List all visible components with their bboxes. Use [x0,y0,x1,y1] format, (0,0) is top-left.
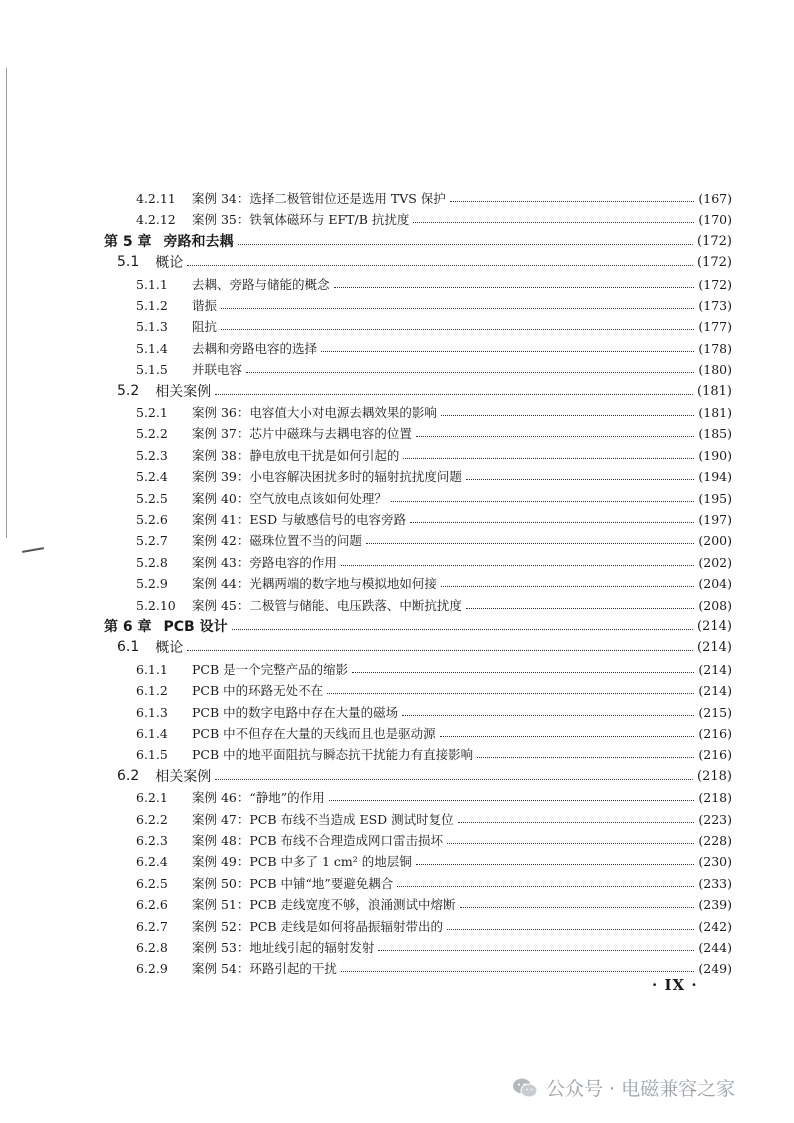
toc-page-number: (215) [698,704,732,720]
toc-title: PCB 中不但存在大量的天线而且也是驱动源 [192,726,436,741]
toc-number: 6.1.2 [136,682,168,698]
toc-page-number: (242) [698,918,732,934]
toc-page-number: (214) [697,639,732,655]
dot-leader [232,628,693,630]
toc-title: 谐振 [192,298,218,313]
toc-number: 6.2.9 [136,960,168,976]
toc-entry [136,702,732,722]
toc-page-number: (180) [698,361,732,377]
toc-page-number: (170) [698,211,732,227]
dot-leader [466,607,694,609]
toc-title: 案例 50：PCB 中铺“地”要避免耦合 [192,876,394,891]
toc-page-number: (214) [697,618,732,634]
toc-number: 5.1.4 [136,340,168,356]
toc-page-number: (190) [698,447,732,463]
toc-number: 6.1.3 [136,704,168,720]
toc-entry [136,787,732,807]
toc-number: 6.2.1 [136,789,168,805]
toc-number: 5.2.3 [136,447,168,463]
toc-entry [136,359,732,379]
toc-number: 5.2.4 [136,468,168,484]
page-folio: · IX · [652,976,698,994]
toc-title: 案例 52：PCB 走线是如何将晶振辐射带出的 [192,919,444,934]
toc-page-number: (244) [698,939,732,955]
toc-number: 5.2.7 [136,532,168,548]
toc-entry [136,830,732,850]
toc-title: 案例 53：地址线引起的辐射发射 [192,940,375,955]
toc-entry [136,509,732,529]
dot-leader [334,286,695,288]
dot-leader [341,970,694,972]
toc-entry [104,231,732,251]
dot-leader [413,221,694,223]
toc-number: 4.2.12 [136,211,176,227]
toc-title: 旁路和去耦 [163,234,234,250]
dot-leader [238,243,694,245]
scan-artifact-mark [22,547,44,553]
dot-leader [477,756,694,758]
dot-leader [187,264,693,266]
toc-title: 案例 47：PCB 布线不当造成 ESD 测试时复位 [192,812,454,827]
toc-page-number: (230) [698,853,732,869]
toc-entry [136,552,732,572]
dot-leader [441,585,694,587]
toc-entry [136,488,732,508]
toc-entry [136,680,732,700]
toc-page-number: (228) [698,832,732,848]
dot-leader [215,778,693,780]
toc-page-number: (233) [698,875,732,891]
toc-entry [136,916,732,936]
toc-number: 第 5 章 [104,234,152,250]
toc-number: 6.1.1 [136,661,168,677]
dot-leader [215,393,693,395]
toc-page-number: (218) [697,768,732,784]
toc-number: 6.2.6 [136,896,168,912]
toc-entry [136,723,732,743]
dot-leader [450,200,695,202]
toc-entry [136,937,732,957]
dot-leader [447,842,694,844]
dot-leader [321,350,694,352]
toc-title: 案例 48：PCB 布线不合理造成网口雷击损坏 [192,833,444,848]
dot-leader [403,457,694,459]
toc-number: 5.1.2 [136,297,168,313]
watermark-text: 公众号 · 电磁兼容之家 [546,1078,736,1100]
toc-page-number: (173) [698,297,732,313]
toc-page-number: (202) [698,554,732,570]
toc-page-number: (249) [698,960,732,976]
toc-page-number: (216) [698,746,732,762]
toc-number: 5.1.1 [136,276,168,292]
toc-entry [136,466,732,486]
dot-leader [416,863,695,865]
toc-title: PCB 是一个完整产品的缩影 [192,662,349,677]
dot-leader [441,414,694,416]
toc-number: 6.1.4 [136,725,168,741]
toc-entry [136,659,732,679]
dot-leader [341,564,694,566]
toc-title: 相关案例 [155,769,212,785]
toc-title: 案例 54：环路引起的干扰 [192,961,337,976]
toc-entry [117,381,732,401]
dot-leader [366,542,694,544]
toc-page-number: (194) [698,468,732,484]
toc-title: 概论 [155,640,184,656]
toc-number: 6.2.7 [136,918,168,934]
toc-entry [136,595,732,615]
toc-entry [136,316,732,336]
dot-leader [221,307,694,309]
dot-leader [460,906,695,908]
toc-title: 并联电容 [192,362,243,377]
dot-leader [327,692,694,694]
watermark [512,1074,735,1101]
toc-title: PCB 中的地平面阻抗与瞬态抗干扰能力有直接影响 [192,747,474,762]
toc-title: 案例 38：静电放电干扰是如何引起的 [192,448,400,463]
toc-number: 6.2.4 [136,853,168,869]
toc-entry [136,573,732,593]
toc-page-number: (172) [698,276,732,292]
toc-entry [136,338,732,358]
toc-title: 案例 37：芯片中磁珠与去耦电容的位置 [192,426,412,441]
toc-page-number: (178) [698,340,732,356]
dot-leader [329,799,695,801]
toc-title: 案例 39：小电容解决困扰多时的辐射抗扰度问题 [192,469,462,484]
dot-leader [378,949,694,951]
toc-number: 5.2.6 [136,511,168,527]
toc-title: 案例 44：光耦两端的数字地与模拟地如何接 [192,576,437,591]
toc-title: 阻抗 [192,319,218,334]
toc-page-number: (181) [697,383,732,399]
toc-number: 5.2.5 [136,490,168,506]
dot-leader [466,478,694,480]
dot-leader [416,435,694,437]
toc-entry [136,851,732,871]
toc-entry [136,809,732,829]
toc-title: 案例 42：磁珠位置不当的问题 [192,533,362,548]
toc-entry [136,402,732,422]
toc-entry [136,894,732,914]
dot-leader [246,371,694,373]
dot-leader [221,328,694,330]
toc-entry [136,274,732,294]
toc-page-number: (214) [698,661,732,677]
toc-title: 案例 51：PCB 走线宽度不够，浪涌测试中熔断 [192,897,456,912]
toc-page-number: (172) [697,233,732,249]
toc-number: 4.2.11 [136,190,176,206]
toc-page-number: (195) [698,490,732,506]
toc-number: 5.2.9 [136,575,168,591]
toc-page-number: (172) [697,254,732,270]
toc-title: 概论 [155,255,184,271]
toc-entry [117,637,732,657]
toc-title: 去耦、旁路与储能的概念 [192,277,330,292]
toc-title: 案例 35：铁氧体磁环与 EFT/B 抗扰度 [192,212,410,227]
dot-leader [440,735,695,737]
toc-entry [136,188,732,208]
toc-number: 5.1.3 [136,318,168,334]
toc-number: 5.2.8 [136,554,168,570]
dot-leader [352,671,694,673]
toc-number: 6.2 [117,768,140,784]
toc-title: 案例 36：电容值大小对电源去耦效果的影响 [192,405,437,420]
toc-page-number: (218) [698,789,732,805]
toc-page-number: (216) [698,725,732,741]
toc-number: 5.2.10 [136,597,176,613]
toc-page-number: (214) [698,682,732,698]
toc-title: 案例 45：二极管与储能、电压跌落、中断抗扰度 [192,598,462,613]
toc-number: 6.2.2 [136,811,168,827]
toc-entry [104,616,732,636]
toc-title: PCB 设计 [163,619,228,635]
toc-page-number: (223) [698,811,732,827]
toc-title: 案例 46：“静地”的作用 [192,790,325,805]
toc-number: 6.2.3 [136,832,168,848]
toc-entry [136,445,732,465]
toc-number: 6.1 [117,639,140,655]
toc-entry [136,295,732,315]
toc-page-number: (197) [698,511,732,527]
toc-title: 案例 49：PCB 中多了 1 cm² 的地层铜 [192,854,412,869]
toc-number: 5.2 [117,383,140,399]
toc-number: 6.2.5 [136,875,168,891]
toc-title: PCB 中的环路无处不在 [192,683,324,698]
toc-entry [117,252,732,272]
toc-page-number: (185) [698,425,732,441]
dot-leader [447,928,694,930]
dot-leader [458,821,695,823]
toc-number: 6.1.5 [136,746,168,762]
toc-title: 案例 43：旁路电容的作用 [192,555,337,570]
dot-leader [410,521,694,523]
toc-page-number: (177) [698,318,732,334]
toc-entry [136,209,732,229]
toc-page-number: (200) [698,532,732,548]
toc-title: 案例 34：选择二极管钳位还是选用 TVS 保护 [192,191,446,206]
toc-entry [117,766,732,786]
toc-entry [136,958,732,978]
toc-entry [136,423,732,443]
toc-entry [136,530,732,550]
wechat-icon [512,1077,538,1099]
toc-page-number: (239) [698,896,732,912]
toc-entry [136,873,732,893]
toc-number: 5.2.2 [136,425,168,441]
toc-number: 第 6 章 [104,619,152,635]
toc-entry [136,744,732,764]
toc-page-number: (204) [698,575,732,591]
toc-page-number: (167) [698,190,732,206]
toc-page-number: (208) [698,597,732,613]
toc-title: 案例 41：ESD 与敏感信号的电容旁路 [192,512,407,527]
toc-title: 相关案例 [155,384,212,400]
toc-title: 案例 40：空气放电点该如何处理？ [192,491,387,506]
toc-number: 5.2.1 [136,404,168,420]
dot-leader [402,714,694,716]
dot-leader [187,649,693,651]
dot-leader [391,500,694,502]
toc-number: 6.2.8 [136,939,168,955]
toc-number: 5.1 [117,254,140,270]
toc-title: 去耦和旁路电容的选择 [192,341,318,356]
dot-leader [397,885,694,887]
toc-title: PCB 中的数字电路中存在大量的磁场 [192,705,399,720]
toc-page-number: (181) [698,404,732,420]
scan-edge-line [6,68,7,538]
toc-number: 5.1.5 [136,361,168,377]
